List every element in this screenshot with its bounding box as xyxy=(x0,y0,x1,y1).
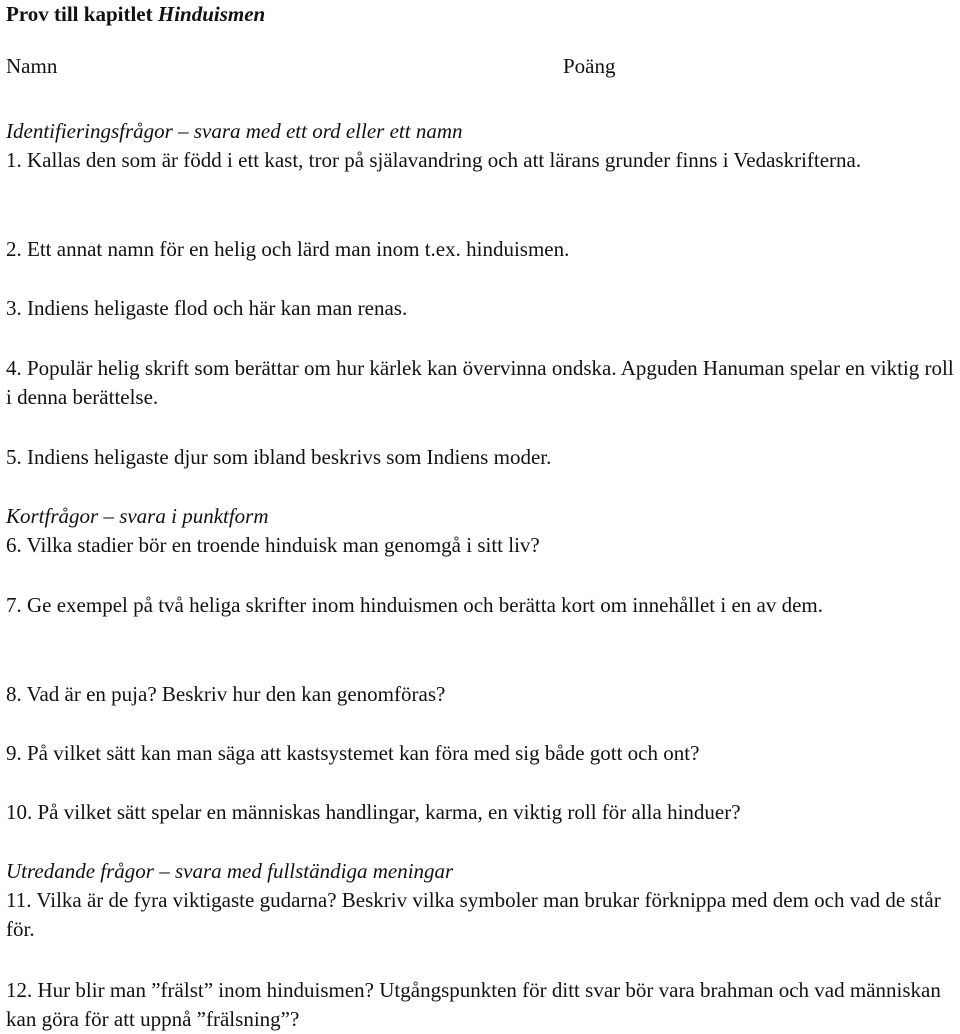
question-8: 8. Vad är en puja? Beskriv hur den kan genomföras? xyxy=(6,682,446,706)
question-1: 1. Kallas den som är född i ett kast, tror på själavandring och att lärans grunder finns i Vedaskrifterna. xyxy=(6,148,862,172)
question-4: 4. Populär helig skrift som berättar om hur kärlek kan övervinna ondska. Apguden Hanuman spelar en viktig roll i denna berättelse. xyxy=(6,356,954,409)
section-short: Kortfrågor – svara i punktform xyxy=(6,504,269,528)
question-6: 6. Vilka stadier bör en troende hinduisk man genomgå i sitt liv? xyxy=(6,533,540,557)
question-7: 7. Ge exempel på två heliga skrifter inom hinduismen och berätta kort om innehållet i en av dem. xyxy=(6,593,824,617)
name-label: Namn xyxy=(6,54,58,78)
question-5: 5. Indiens heligaste djur som ibland beskrivs som Indiens moder. xyxy=(6,445,552,469)
section-essay: Utredande frågor – svara med fullständiga meningar xyxy=(6,859,454,883)
question-11: 11. Vilka är de fyra viktigaste gudarna? Beskriv vilka symboler man brukar förknippa med dem och vad de står för. xyxy=(6,888,941,941)
question-10: 10. På vilket sätt spelar en människas handlingar, karma, en viktig roll för alla hinduer? xyxy=(6,800,741,824)
question-12: 12. Hur blir man ”frälst” inom hinduismen? Utgångspunkten för ditt svar bör vara brahman och vad människan kan göra för att uppnå ”frälsning”? xyxy=(6,978,941,1031)
page-title xyxy=(6,0,265,29)
title-subject: Hinduismen xyxy=(157,2,266,26)
question-2: 2. Ett annat namn för en helig och lärd man inom t.ex. hinduismen. xyxy=(6,237,570,261)
question-3: 3. Indiens heligaste flod och här kan man renas. xyxy=(6,296,408,320)
question-9: 9. På vilket sätt kan man säga att kastsystemet kan föra med sig både gott och ont? xyxy=(6,741,700,765)
section-identification: Identifieringsfrågor – svara med ett ord eller ett namn xyxy=(6,119,463,143)
title-prefix: Prov till kapitlet xyxy=(6,2,158,26)
score-label: Poäng xyxy=(563,54,616,78)
